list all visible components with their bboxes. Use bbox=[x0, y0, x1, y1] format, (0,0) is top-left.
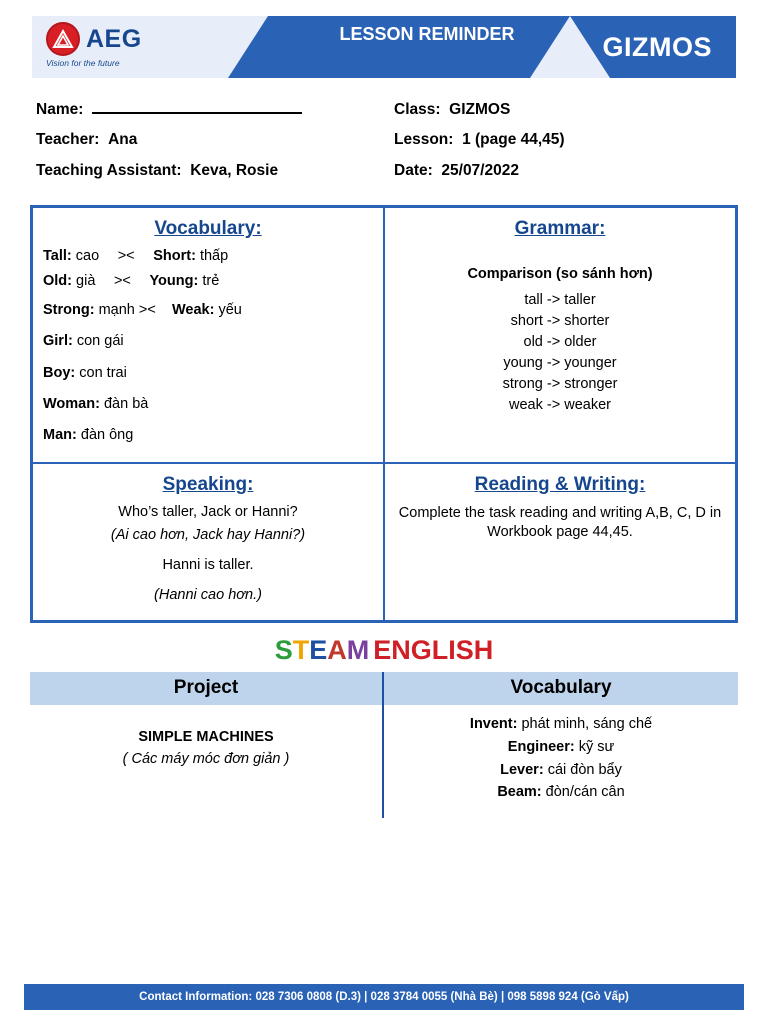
section-reading-writing-title: Reading & Writing: bbox=[474, 473, 646, 495]
steam-vocab-row bbox=[390, 715, 732, 734]
steam-vocab-vi: kỹ sư bbox=[578, 738, 615, 755]
steam-letter: S bbox=[274, 634, 293, 665]
steam-letter: T bbox=[292, 634, 310, 665]
name-input[interactable] bbox=[92, 100, 302, 114]
vocab-word-vi: mạnh bbox=[98, 301, 135, 318]
project-header: Project bbox=[30, 672, 384, 705]
vocab-word-en: Old: bbox=[43, 272, 72, 289]
vocab-word-vi: cao bbox=[75, 248, 100, 265]
lesson-row bbox=[394, 130, 732, 149]
lesson-sections-grid bbox=[30, 205, 738, 623]
vocab-word-vi: trẻ bbox=[202, 272, 220, 289]
page-header bbox=[32, 16, 736, 78]
speaking-line: Hanni is taller. bbox=[162, 556, 254, 573]
vocab-pair-row bbox=[43, 273, 373, 290]
section-vocabulary-title: Vocabulary: bbox=[154, 218, 262, 240]
info-block bbox=[36, 100, 732, 191]
class-label: Class: bbox=[394, 101, 441, 118]
assistant-value: Keva, Rosie bbox=[190, 161, 279, 179]
class-row bbox=[394, 100, 732, 119]
vocab-single-row bbox=[43, 333, 373, 350]
vocab-word-en: Tall: bbox=[43, 248, 72, 265]
date-value: 25/07/2022 bbox=[441, 161, 519, 179]
vocab-word-en: Woman: bbox=[43, 396, 100, 413]
project-title: SIMPLE MACHINES bbox=[138, 728, 274, 745]
steam-vocab-vi: đòn/cán cân bbox=[545, 784, 625, 801]
project-cell bbox=[30, 705, 384, 818]
date-row bbox=[394, 161, 732, 180]
vocab-opposite-symbol: >< bbox=[117, 248, 135, 265]
steam-vocab-en: Invent: bbox=[469, 715, 518, 732]
speaking-line: (Ai cao hơn, Jack hay Hanni?) bbox=[110, 526, 306, 543]
speaking-line: (Hanni cao hơn.) bbox=[154, 586, 262, 603]
name-row bbox=[36, 100, 384, 119]
steam-vocabulary-cell bbox=[384, 705, 738, 818]
vocab-pair-row bbox=[43, 302, 373, 319]
steam-vocab-row bbox=[390, 783, 732, 802]
vocab-word-en: Boy: bbox=[43, 364, 76, 381]
section-grammar-title: Grammar: bbox=[514, 218, 606, 240]
steam-vocab-row bbox=[390, 738, 732, 757]
info-left-column bbox=[36, 100, 384, 191]
lesson-value: 1 (page 44,45) bbox=[462, 131, 565, 149]
vocab-single-row bbox=[43, 396, 373, 413]
vocab-single-row bbox=[43, 365, 373, 382]
lesson-banner-title: LESSON REMINDER bbox=[339, 24, 515, 44]
grammar-heading: Comparison (so sánh hơn) bbox=[467, 266, 653, 283]
steam-english-title bbox=[24, 635, 744, 666]
vocab-word-vi: yếu bbox=[218, 301, 242, 318]
steam-vocab-en: Lever: bbox=[500, 761, 544, 778]
teacher-row bbox=[36, 130, 384, 149]
teacher-value: Ana bbox=[108, 131, 138, 149]
vocab-word-vi: già bbox=[76, 272, 96, 289]
steam-letter: E bbox=[309, 634, 328, 665]
grammar-line: old -> older bbox=[523, 334, 597, 351]
steam-letter: M bbox=[346, 634, 370, 665]
section-grammar bbox=[384, 207, 736, 463]
steam-vocab-en: Beam: bbox=[497, 784, 542, 801]
steam-vocab-vi: phát minh, sáng chế bbox=[521, 715, 653, 732]
vocab-word-en: Girl: bbox=[43, 333, 73, 350]
vocab-word-vi: đàn bà bbox=[103, 396, 149, 413]
section-vocabulary bbox=[32, 207, 384, 463]
steam-table bbox=[30, 672, 738, 818]
info-right-column bbox=[384, 100, 732, 191]
grammar-line: young -> younger bbox=[503, 355, 617, 372]
vocabulary-header: Vocabulary bbox=[384, 672, 738, 705]
assistant-label: Teaching Assistant: bbox=[36, 161, 182, 179]
section-speaking bbox=[32, 463, 384, 621]
aeg-logo-text: AEG bbox=[86, 24, 142, 53]
class-value: GIZMOS bbox=[449, 101, 511, 118]
aeg-logo-icon bbox=[46, 22, 80, 56]
vocab-word-vi: con trai bbox=[79, 364, 127, 381]
grammar-line: short -> shorter bbox=[510, 313, 610, 330]
steam-vocab-row bbox=[390, 761, 732, 780]
grammar-line: weak -> weaker bbox=[509, 397, 611, 414]
vocab-opposite-symbol: >< bbox=[113, 272, 131, 289]
assistant-row bbox=[36, 161, 384, 180]
vocab-word-en: Strong: bbox=[43, 301, 95, 318]
name-label: Name: bbox=[36, 101, 84, 118]
steam-vocab-vi: cái đòn bẩy bbox=[547, 761, 622, 778]
lesson-label: Lesson: bbox=[394, 131, 454, 149]
reading-writing-text: Complete the task reading and writing A,B, C, D in Workbook page 44,45. bbox=[398, 504, 722, 541]
vocab-opposite-symbol: >< bbox=[138, 301, 156, 318]
aeg-logo-tagline: Vision for the future bbox=[46, 58, 120, 68]
vocab-word-en: Man: bbox=[43, 427, 77, 444]
steam-vocab-en: Engineer: bbox=[507, 738, 575, 755]
vocab-word-vi: đàn ông bbox=[80, 427, 134, 444]
vocab-single-row bbox=[43, 427, 373, 444]
project-title-vi: ( Các máy móc đơn giản ) bbox=[122, 750, 290, 767]
grammar-line: tall -> taller bbox=[524, 292, 596, 309]
aeg-logo bbox=[46, 22, 142, 56]
vocab-word-en: Young: bbox=[149, 272, 199, 289]
vocab-word-vi: con gái bbox=[76, 333, 124, 350]
steam-english-word: ENGLISH bbox=[373, 634, 494, 665]
speaking-line: Who’s taller, Jack or Hanni? bbox=[118, 503, 298, 520]
vocab-word-en: Weak: bbox=[171, 301, 215, 318]
vocab-pair-row bbox=[43, 248, 373, 265]
class-banner-title: GIZMOS bbox=[602, 32, 712, 62]
grammar-line: strong -> stronger bbox=[502, 376, 618, 393]
vocab-word-vi: thấp bbox=[199, 248, 229, 265]
section-speaking-title: Speaking: bbox=[162, 473, 254, 495]
steam-letter: A bbox=[327, 634, 347, 665]
contact-footer: Contact Information: 028 7306 0808 (D.3) | 028 3784 0055 (Nhà Bè) | 098 5898 924 (Gò Vấp) bbox=[24, 984, 744, 1010]
section-reading-writing bbox=[384, 463, 736, 621]
vocab-word-en: Short: bbox=[153, 248, 196, 265]
date-label: Date: bbox=[394, 161, 433, 179]
teacher-label: Teacher: bbox=[36, 131, 100, 149]
